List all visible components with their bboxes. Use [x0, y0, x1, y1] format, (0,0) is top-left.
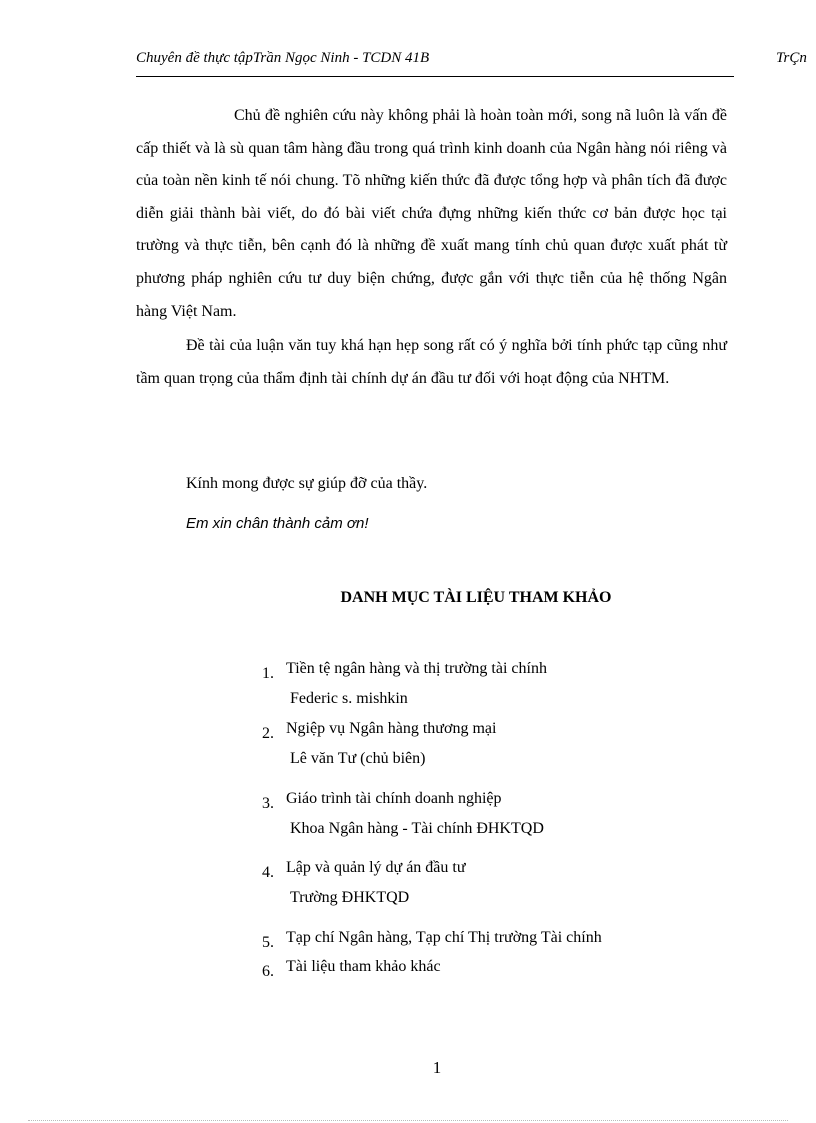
header-author-fragment: TrÇn: [776, 50, 807, 66]
thanks-line: Kính mong được sự giúp đỡ của thầy.: [186, 475, 428, 492]
reference-title: Ngiệp vụ Ngân hàng thương mại: [286, 720, 497, 737]
references-title: DANH MỤC TÀI LIỆU THAM KHẢO: [340, 589, 612, 606]
reference-number: 5.: [262, 934, 274, 951]
reference-title: Tiền tệ ngân hàng và thị trường tài chính: [286, 660, 547, 677]
reference-number: 1.: [262, 665, 274, 682]
page-bottom-divider: [28, 1120, 788, 1121]
reference-author: Federic s. mishkin: [290, 690, 408, 707]
reference-number: 3.: [262, 795, 274, 812]
reference-number: 4.: [262, 864, 274, 881]
paragraph-1: Chủ đề nghiên cứu này không phải là hoàn toàn mới, song nã luôn là vấn đề cấp thiết và là sù quan tâm hàng đầu trong quá trình kinh doanh của Ngân hàng nói riêng và của toàn nền kinh tế nói chung. Tõ những kiến thức đã được tổng hợp và phân tích đã được diễn giải thành bài viết, do đó bài viết chứa đựng những kiến thức cơ bản được học tại trường và thực tiễn, bên cạnh đó là những đề xuất mang tính chủ quan được xuất phát từ phương pháp nghiên cứu tư duy biện chứng, được gắn với thực tiễn của hệ thống Ngân hàng Việt Nam.: [136, 107, 727, 320]
reference-number: 6.: [262, 963, 274, 980]
reference-title: Giáo trình tài chính doanh nghiệp: [286, 790, 502, 807]
reference-number: 2.: [262, 725, 274, 742]
closing-line: Em xin chân thành cảm ơn!: [186, 515, 369, 532]
page-header: [136, 48, 807, 77]
reference-title: Tài liệu tham khảo khác: [286, 958, 441, 975]
reference-author: Trường ĐHKTQD: [290, 889, 410, 906]
reference-title: Tạp chí Ngân hàng, Tạp chí Thị trường Tài chính: [286, 929, 602, 946]
paragraph-2: Đề tài của luận văn tuy khá hạn hẹp song rất có ý nghĩa bởi tính phức tạp cũng như tầm quan trọng của thẩm định tài chính dự án đầu tư đối với hoạt động của NHTM.: [136, 337, 727, 387]
reference-title: Lập và quản lý dự án đầu tư: [286, 859, 466, 876]
header-title: Chuyên đề thực tậpTrần Ngọc Ninh - TCDN 41B: [136, 50, 430, 66]
body-text: [136, 100, 727, 395]
reference-author: Lê văn Tư (chủ biên): [290, 750, 426, 767]
reference-author: Khoa Ngân hàng - Tài chính ĐHKTQD: [290, 820, 544, 837]
page-number: 1: [432, 1058, 442, 1077]
